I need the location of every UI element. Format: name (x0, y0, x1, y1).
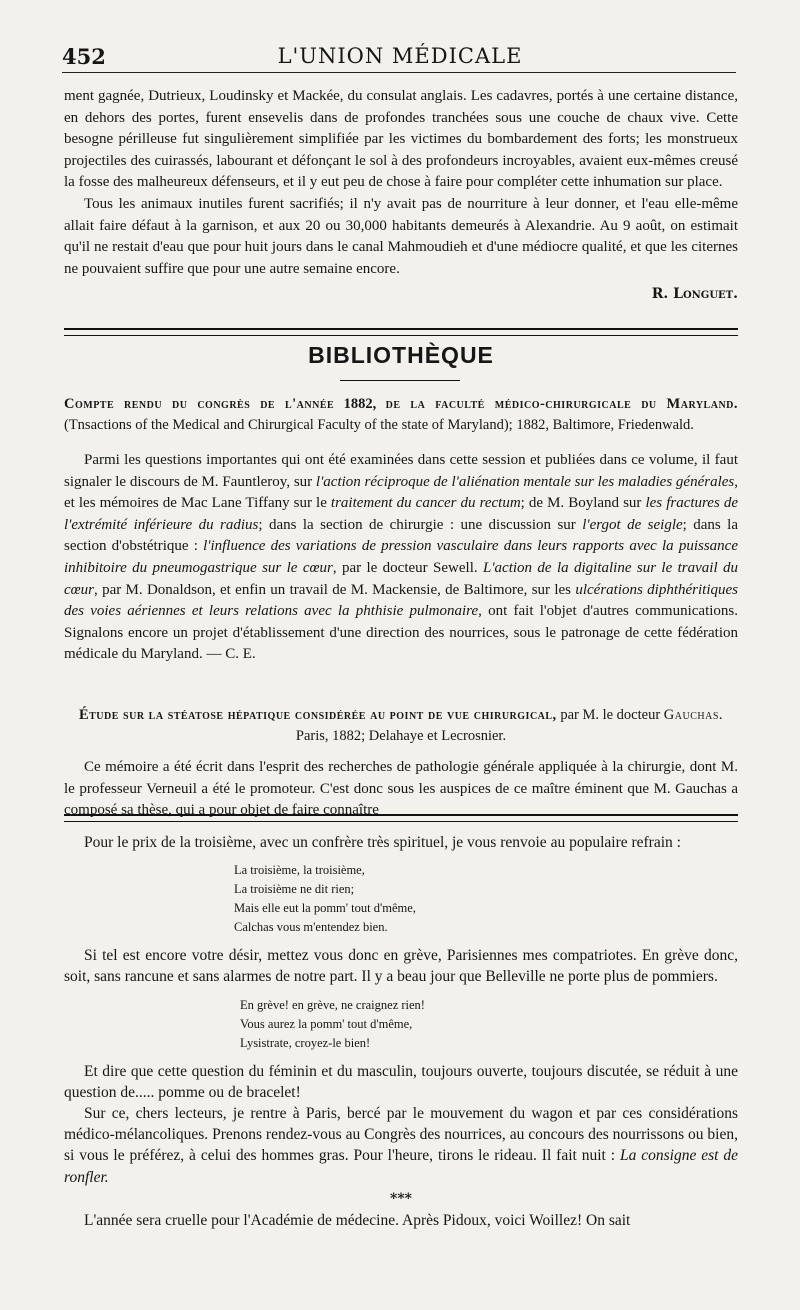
feuilleton-paragraph-2: Si tel est encore votre désir, mettez vous donc en grève, Parisiennes mes compatriotes. En grève donc, soit, sans rancune et sans alarmes de notre part. Il y a beau jour que Belleville ne porte plus de pommiers. (64, 947, 738, 986)
verse-stanza-2 (240, 996, 738, 1053)
review-1-body: Parmi les questions importantes qui ont été examinées dans cette session et publiées dans ce volume, il faut signaler le discours de M. Fauntleroy, sur l'action réciproque de l'aliénation mentale sur les maladies générales, et les mémoires de Mac Lane Tiffany sur le traitement du cancer du rectum; de M. Boyland sur les fractures de l'extrémité inférieure du radius; dans la section de chirurgie : une discussion sur l'ergot de seigle; dans la section d'obstétrique : l'influence des variations de pression vasculaire dans leurs rapports avec la puissance inhibitoire du pneumogastrique sur le cœur, par le docteur Sewell. L'action de la digitaline sur le travail du cœur, par M. Donaldson, et enfin un travail de M. Mackensie, de Baltimore, sur les ulcérations diphthéritiques des voies aériennes et leurs relations avec la phthisie pulmonaire, ont fait l'objet d'autres communications. Signalons encore un projet d'établissement d'une direction des nourrices, sous le patronage de cette fédération médicale du Maryland. — C. E. (64, 452, 739, 663)
book-review-1 (64, 394, 738, 666)
review-1-heading: Compte rendu du congrès de l'année 1882, de la faculté médico-chirurgicale du Maryland. (Tnsactions of the Medical and Chirurgical Faculty of the state of Maryland); 1882, Baltimore, Friedenwald. (64, 396, 739, 433)
section-double-rule (64, 328, 738, 336)
verse-line: En grève! en grève, ne craignez rien! (240, 997, 425, 1012)
section-title: BIBLIOTHÈQUE (308, 342, 494, 368)
verse-line: Vous aurez la pomm' tout d'même, (240, 1016, 413, 1031)
page-number: 452 (62, 44, 106, 69)
section-separator: *⁠** (390, 1190, 412, 1207)
author-signature: R. Longuet. (651, 286, 738, 303)
review-2-heading: Étude sur la stéatose hépatique considérée au point de vue chirurgical, par M. le docteur Gauchas. Paris, 1882; Delahaye et Lecrosnier. (78, 707, 724, 744)
book-review-2 (64, 705, 738, 822)
verse-line: La troisième, la troisième, (234, 863, 365, 878)
article-paragraph-2: Tous les animaux inutiles furent sacrifiés; il n'y avait pas de nourriture à leur donner, et l'eau elle-même allait faire défaut à la garnison, et aux 20 ou 30,000 habitants demeurés à Alexandrie. Au 9 août, on estimait qu'il ne restait d'eau que pour huit jours dans le canal Mahmoudieh et d'une médiocre qualité, et que les citernes ne pouvaient suffire que pour une autre semaine encore. (64, 195, 738, 277)
verse-line: Mais elle eut la pomm' tout d'même, (234, 901, 416, 916)
header-rule (62, 72, 736, 73)
article-paragraph-1: ment gagnée, Dutrieux, Loudinsky et Mackée, du consulat anglais. Les cadavres, portés à une certaine distance, en dehors des portes, furent ensevelis dans de profondes tranchées sous une couche de chaux vive. Cette besogne périlleuse fut singulièrement simplifiée par les victimes du bombardement des forts; les monstrueux projectiles des cuirassés, labourant et défonçant le sol à des profondeurs incroyables, avaient eux-mêmes creusé la fosse des malheureux défenseurs, et il y eut peu de chose à faire pour compléter cette inhumation sur place. (64, 88, 738, 191)
verse-stanza-1 (234, 861, 738, 937)
feuilleton-double-rule (64, 814, 738, 822)
feuilleton-paragraph-1: Pour le prix de la troisième, avec un confrère très spirituel, je vous renvoie au populaire refrain : (84, 834, 681, 851)
section-title-rule (340, 380, 460, 381)
running-head (62, 44, 738, 74)
feuilleton-paragraph-3: Et dire que cette question du féminin et du masculin, toujours ouverte, toujours discutée, se réduit à une question de..... pomme ou de bracelet! (64, 1062, 738, 1101)
verse-line: Lysistrate, croyez-le bien! (240, 1035, 371, 1050)
verse-line: La troisième ne dit rien; (234, 882, 355, 897)
review-2-body: Ce mémoire a été écrit dans l'esprit des recherches de pathologie générale appliquée à la chirurgie, dont M. le professeur Verneuil a été le promoteur. C'est donc sous les auspices de ce maître éminent que M. Gauchas a composé sa thèse, qui a pour objet de faire connaître (64, 759, 738, 819)
verse-line: Calchas vous m'entendez bien. (234, 920, 388, 935)
feuilleton-paragraph-5: L'année sera cruelle pour l'Académie de médecine. Après Pidoux, voici Woillez! On sait (84, 1211, 631, 1229)
article-ending (64, 86, 738, 302)
journal-title: L'UNION MÉDICALE (277, 44, 523, 68)
feuilleton (64, 832, 738, 1231)
feuilleton-paragraph-4: Sur ce, chers lecteurs, je rentre à Paris, bercé par le mouvement du wagon et par ces considérations médico-mélancoliques. Prenons rendez-vous au Congrès des nourrices, au concours des nourrissons ou bien, si vous le préférez, à celui des hommes gras. Pour l'heure, tirons le rideau. Il fait nuit : La consigne est de ronfler. (64, 1105, 738, 1186)
